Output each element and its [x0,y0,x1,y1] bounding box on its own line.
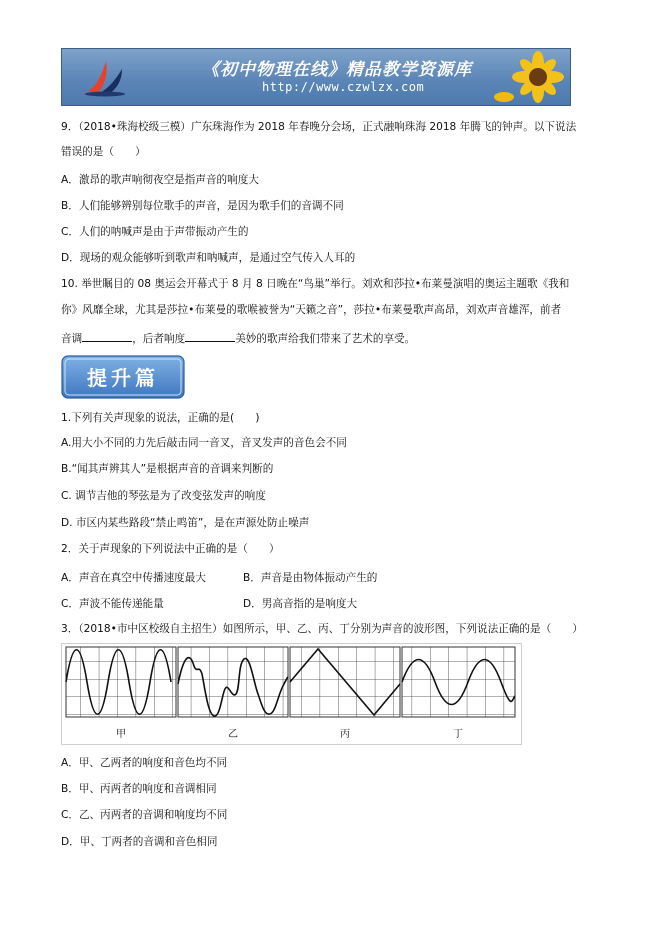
logo-icon [82,57,128,97]
q9-option-d: D．现场的观众能够听到歌声和呐喊声，是通过空气传入人耳的 [61,252,356,264]
waveform-label-ding: 丁 [453,729,463,740]
q10-line3-b: ，后者响度 [132,333,186,345]
waveform-panel-ding [402,647,515,740]
p3-option-d: D．甲、丁两者的音调和音色相同 [61,836,218,848]
answer-blank-2[interactable] [185,330,235,342]
p3-option-a: A．甲、乙两者的响度和音色均不同 [61,757,228,769]
p1-option-d: D. 市区内某些路段“禁止鸣笛”，是在声源处防止噪声 [61,517,310,529]
p2-option-c: C．声波不能传递能量 [61,598,164,610]
header-banner [61,48,571,106]
p1-option-a: A.用大小不同的力先后敲击同一音叉，音叉发声的音色会不同 [61,437,347,449]
waveform-panel-yi [178,647,288,740]
q10-line2: 你》风靡全球，尤其是莎拉•布莱曼的歌喉被誉为“天籁之音”，莎拉•布莱曼歌声高昂，刘欢声音雄浑，前者 [61,304,562,316]
p2-option-d: D．男高音指的是响度大 [243,598,358,610]
q9-stem-line2: 错误的是（ ） [61,146,146,158]
p1-stem: 1.下列有关声现象的说法，正确的是( ) [61,412,260,424]
banner-url: http://www.czwlzx.com [262,80,425,94]
waveform-label-bing: 丙 [340,729,350,740]
section-badge-label: 提升篇 [87,366,159,390]
waveform-panel-jia [66,647,176,740]
waveform-label-yi: 乙 [228,729,238,740]
p2-stem: 2．关于声现象的下列说法中正确的是（ ） [61,543,280,555]
p2-option-b: B．声音是由物体振动产生的 [243,572,378,584]
p1-option-c: C. 调节吉他的琴弦是为了改变弦发声的响度 [61,490,266,502]
sunflower-icon [490,49,570,105]
p3-option-b: B．甲、丙两者的响度和音调相同 [61,783,217,795]
q10-line3-a: 音调 [61,333,83,345]
q9-option-a: A．激昂的歌声响彻夜空是指声音的响度大 [61,174,259,186]
q10-line3 [61,330,415,346]
section-badge [61,355,185,399]
q10-line1: 10. 举世瞩目的 08 奥运会开幕式于 8 月 8 日晚在“鸟巢”举行。刘欢和莎拉•布莱曼演唱的奥运主题歌《我和 [61,278,570,290]
banner-title: 《初中物理在线》精品教学资源库 [202,60,472,80]
p1-option-b: B.“闻其声辨其人”是根据声音的音调来判断的 [61,463,274,475]
p2-option-a: A．声音在真空中传播速度最大 [61,572,206,584]
p3-stem: 3．（2018•市中区校级自主招生）如图所示，甲、乙、丙、丁分别为声音的波形图，下列说法正确的是（ ） [61,623,583,635]
p3-option-c: C．乙、丙两者的音调和响度均不同 [61,809,228,821]
waveform-label-jia: 甲 [116,729,126,740]
waveform-figure [61,643,522,745]
q9-option-c: C．人们的呐喊声是由于声带振动产生的 [61,226,249,238]
q9-option-b: B．人们能够辨别每位歌手的声音，是因为歌手们的音调不同 [61,200,344,212]
answer-blank-1[interactable] [82,330,132,342]
q9-stem-line1: 9．（2018•珠海校级三模）广东珠海作为 2018 年春晚分会场，正式融响珠海 2018 年腾飞的钟声。以下说法 [61,121,577,133]
q10-line3-c: 美妙的歌声给我们带来了艺术的享受。 [235,333,416,345]
waveform-panel-bing [290,647,400,740]
